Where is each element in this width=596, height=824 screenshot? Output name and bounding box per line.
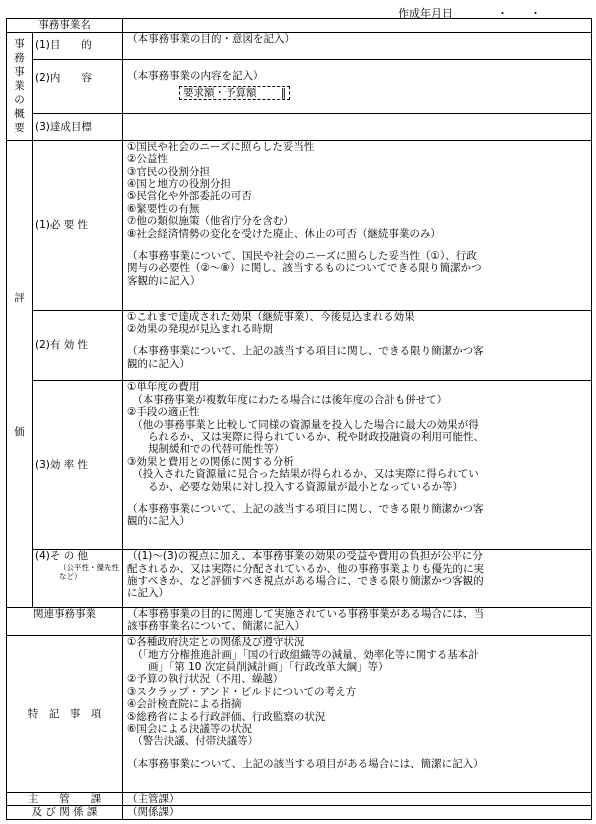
efficiency-field[interactable]: ①単年度の費用 （本事務事業が複数年度にわたる場合には後年度の合計も併せて） ②手段の適正性 （他の事務事業と比較して同様の資源量を投入した場合に最大の効果が得 られるか、又は実際に得られているか、税や財政投融資の利用可能性、 規制緩和での代替可能性等） ③効果と費用との関係に関する分析 （投入された資源量に見合った結果が得られるか、又は実際に得られてい るか、必要な効果に対し投入する資源量が最小となっているか等） （本事務事業について、上記の該当する項目に関し、できる限り簡潔かつ客 観的に記入） <box>123 381 592 550</box>
creation-date-label: 作成年月日 ・ ・ <box>398 7 541 20</box>
special-notes-field[interactable]: ①各種政府決定との関係及び遵守状況 （「地方分権推進計画」「国の行政組織等の減量、効率化等に関する基本計 画」「第 10 次定員削減計画」「行政改革大綱」等） ②予算の執行状況（不用、繰越） ③スクラップ・アンド・ビルドについての考え方 ④会計検査院による指摘 ⑤総務省による行政評価、行政監察の状況 ⑥国会による決議等の状況 （警告決議、付帯決議等） （本事務事業について、上記の該当する項目がある場合には、簡潔に記入） <box>123 636 592 793</box>
other-field[interactable]: （(1)～(3)の視点に加え、本事務事業の効果の受益や費用の負担が公平に分 配されるか、又は実際に分配されているか、他の事務事業よりも優先的に実 施すべきか、など評価すべき視点がある場合に、できる限り簡潔かつ客観的 に記入） <box>123 550 592 608</box>
project-name-label: 事務事業名 <box>7 19 123 33</box>
budget-label: 要求額・予算額 ‖ <box>179 86 290 100</box>
other-label-cell <box>33 550 123 608</box>
related-dept-label: 及 び 関 係 課 <box>7 806 123 820</box>
main-dept-label: 主 管 課 <box>7 792 123 806</box>
other-label: (4)そ の 他 <box>35 550 89 563</box>
necessity-field[interactable]: ①国民や社会のニーズに照らした妥当性 ②公益性 ③官民の役割分担 ④国と地方の役割分担 ⑤民営化や外部委託の可否 ⑥緊要性の有無 ⑦他の類似施策（他省庁分を含む） ⑧社会経済情勢の変化を受けた廃止、休止の可否（継続事業のみ） （本事務事業について、国民や社会のニーズに照らした妥当性（①）、行政 関与の必要性（②～⑧）に関し、該当するものについてできる限り簡潔かつ 客観的に記入） <box>123 140 592 310</box>
related-label: 関連事務事業 <box>7 607 123 635</box>
evaluation-form-table <box>6 18 592 820</box>
necessity-label: (1)必 要 性 <box>33 140 123 310</box>
other-sublabel-1: （公平性・優先性 <box>59 562 119 572</box>
related-field[interactable]: （本事務事業の目的に関連して実施されている事務事業がある場合には、当 該事務事業名について、簡潔に記入） <box>123 607 592 635</box>
purpose-field[interactable]: （本事務事業の目的・意図を記入） <box>123 32 592 59</box>
effectiveness-label: (2)有 効 性 <box>33 310 123 381</box>
effectiveness-field[interactable]: ①これまで達成された効果（継続事業）、今後見込まれる効果 ②効果の発現が見込まれる時期 （本事務事業について、上記の該当する項目に関し、できる限り簡潔かつ客 観的に記入） <box>123 310 592 381</box>
related-dept-field[interactable]: （関係課） <box>123 806 592 820</box>
evaluation-section-label: 評 価 <box>7 140 33 607</box>
overview-section-label: 事 務 事 業 の 概 要 <box>7 32 33 140</box>
target-label: (3)達成目標 <box>33 114 123 140</box>
content-label: (2)内 容 <box>33 59 123 114</box>
efficiency-label: (3)効 率 性 <box>33 381 123 550</box>
main-dept-field[interactable]: （主管課） <box>123 792 592 806</box>
special-notes-label: 特 記 事 項 <box>7 636 123 793</box>
project-name-field[interactable] <box>123 19 592 33</box>
other-sublabel-2: など） <box>59 571 82 581</box>
content-field[interactable]: （本事務事業の内容を記入） 要求額・予算額 ‖ <box>123 59 592 114</box>
purpose-label: (1)目 的 <box>33 32 123 59</box>
target-field[interactable] <box>123 114 592 140</box>
